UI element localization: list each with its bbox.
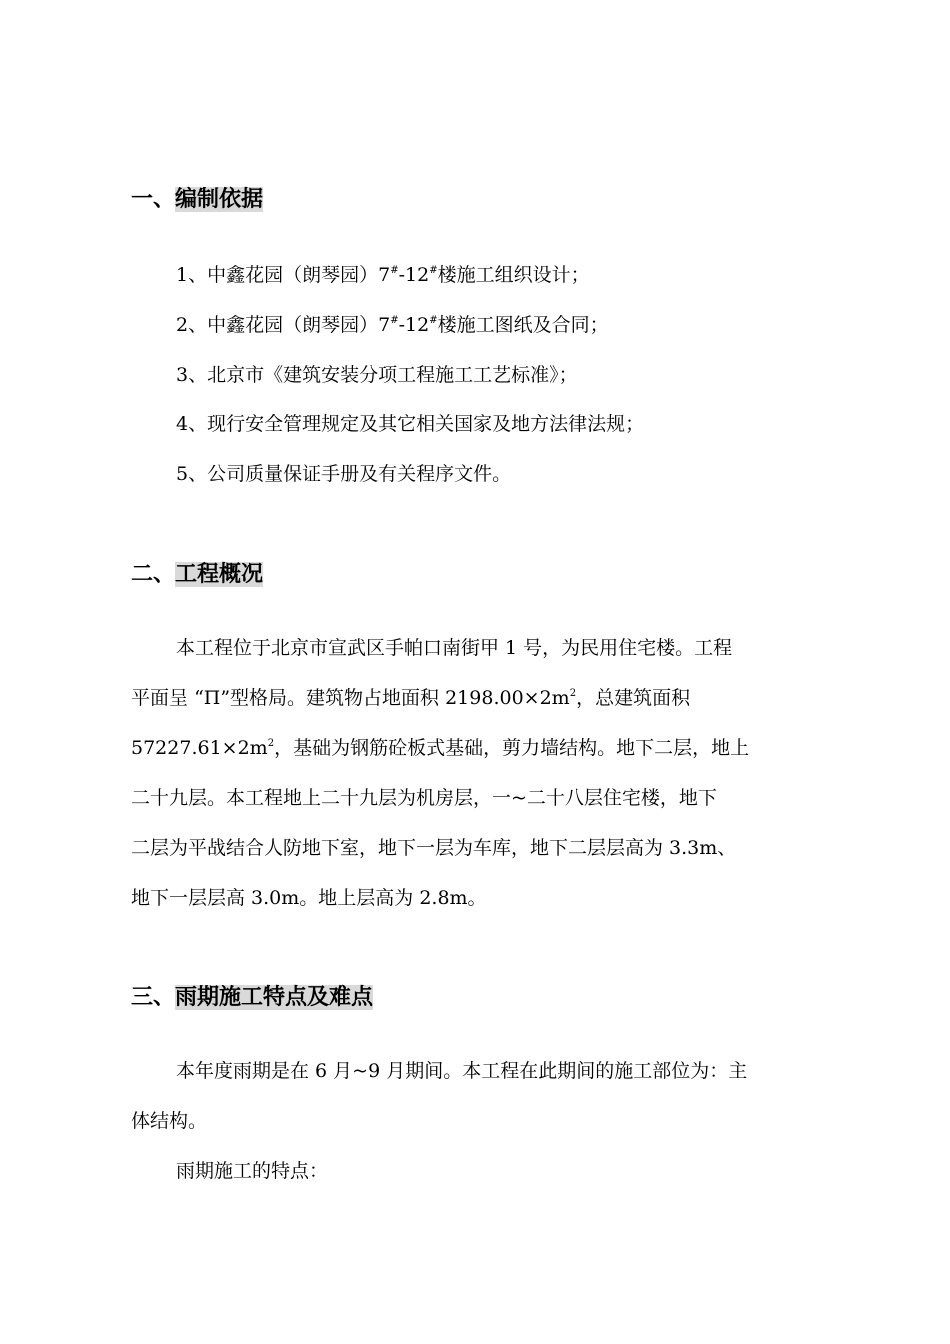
paragraph-line: 平面呈 “Π”型格局。建筑物占地面积 $2198.00\times 2m^2$，总建筑面积 (131, 687, 691, 709)
paragraph-rainy-season (131, 1046, 831, 1196)
section-heading-1 (131, 185, 263, 215)
list-item: 5、公司质量保证手册及有关程序文件。 (176, 463, 512, 485)
section-number: 一、 (131, 187, 176, 212)
list-item: 3、北京市《建筑安装分项工程施工工艺标准》； (176, 364, 578, 386)
list-item: 2、中鑫花园（朗琴园）7#-12#楼施工图纸及合同； (176, 314, 609, 336)
paragraph-line: $57227.61\times 2m^2$，基础为钢筋砼板式基础，剪力墙结构。地下二层，地上 (131, 737, 750, 759)
list-item: 1、中鑫花园（朗琴园）7#-12#楼施工组织设计； (176, 264, 590, 286)
section-heading-3 (131, 983, 373, 1013)
section-title: 编制依据 (175, 187, 264, 212)
paragraph-line: 地下一层层高 3.0m。地上层高为 2.8m。 (131, 887, 487, 909)
section-title: 雨期施工特点及难点 (175, 985, 374, 1010)
section-title: 工程概况 (175, 562, 264, 587)
paragraph-line: 雨期施工的特点： (176, 1160, 329, 1182)
paragraph-line: 体结构。 (131, 1110, 208, 1132)
paragraph-project-overview (131, 623, 831, 923)
section-number: 二、 (131, 562, 176, 587)
paragraph-line: 本工程位于北京市宣武区手帕口南街甲 1 号，为民用住宅楼。工程 (176, 637, 733, 659)
paragraph-line: 二十九层。本工程地上二十九层为机房层，一~二十八层住宅楼，地下 (131, 787, 717, 809)
list-item: 4、现行安全管理规定及其它相关国家及地方法律法规； (176, 413, 645, 435)
paragraph-line: 二层为平战结合人防地下室，地下一层为车库，地下二层层高为 3.3m、 (131, 837, 737, 859)
paragraph-line: 本年度雨期是在 6 月~9 月期间。本工程在此期间的施工部位为：主 (176, 1060, 748, 1082)
section-heading-2 (131, 560, 263, 590)
section-number: 三、 (131, 985, 176, 1010)
